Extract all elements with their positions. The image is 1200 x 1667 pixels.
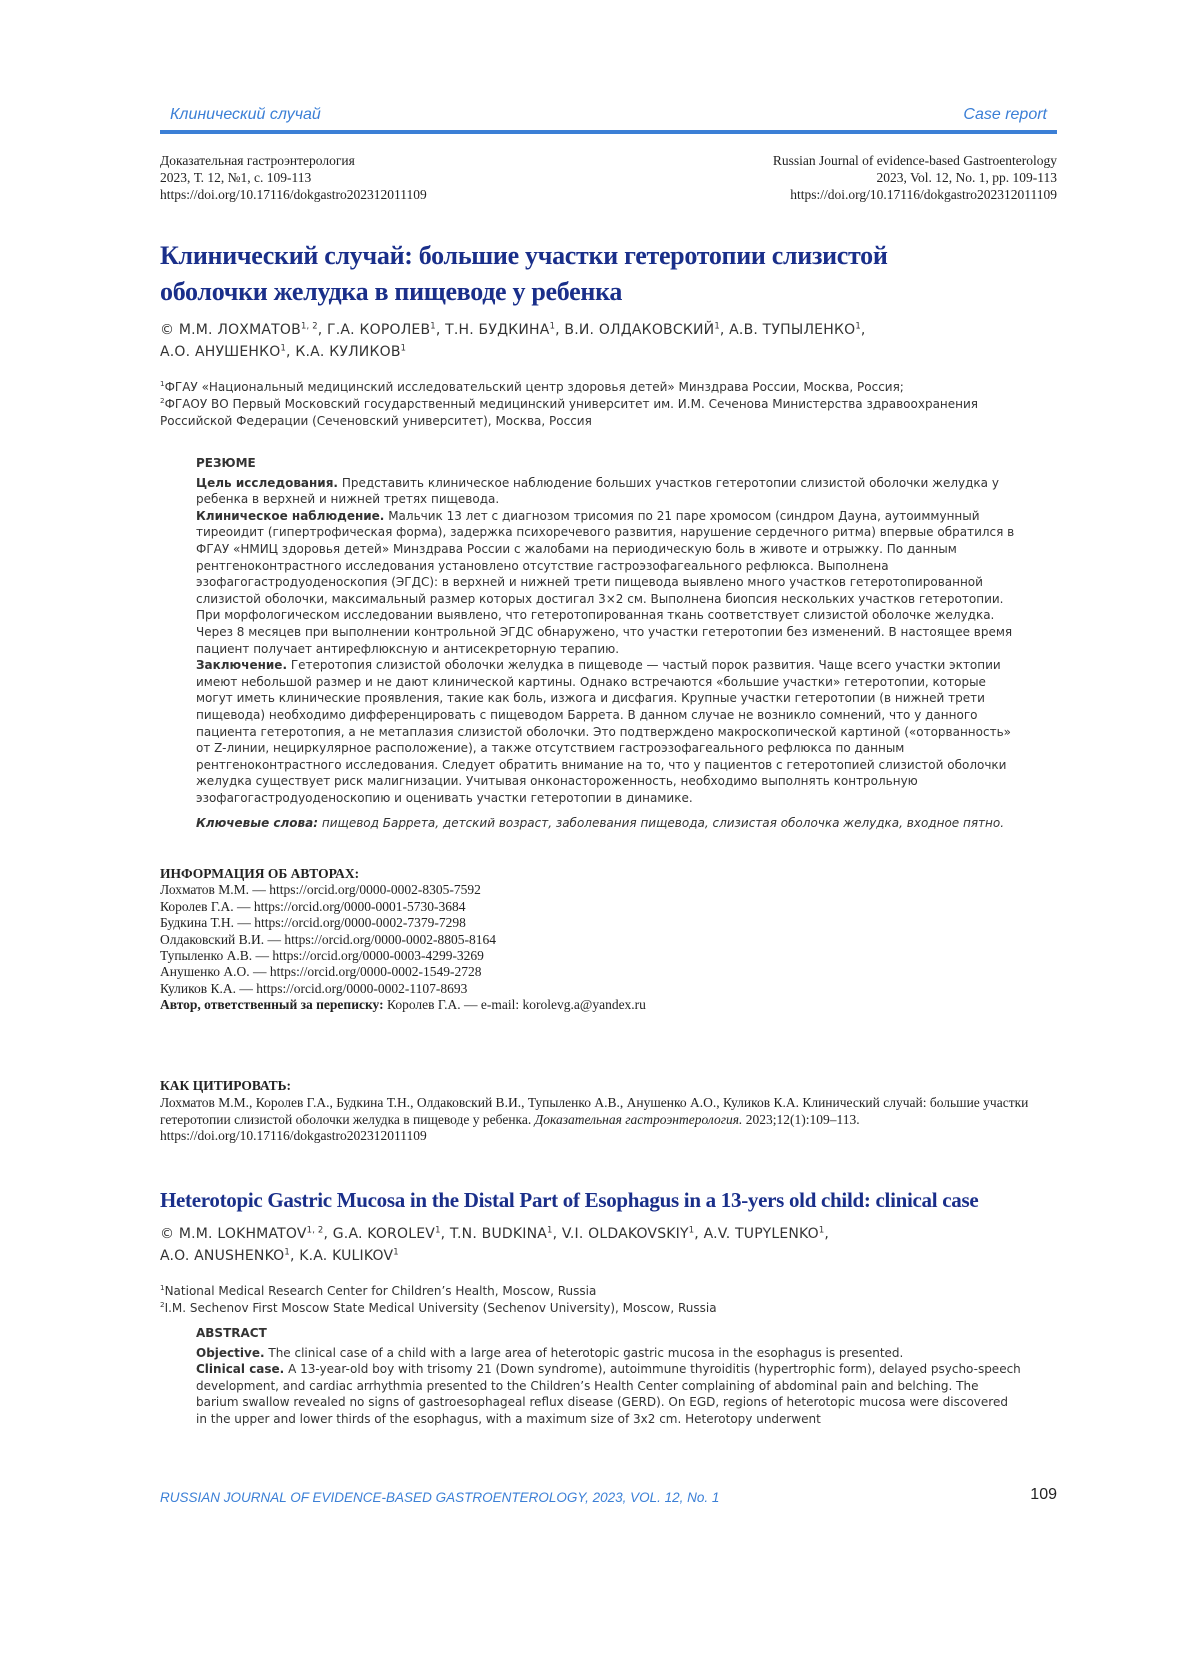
authors-info-heading: ИНФОРМАЦИЯ ОБ АВТОРАХ: xyxy=(160,866,360,881)
section-text: A 13-year-old boy with trisomy 21 (Down syndrome), autoimmune thyroiditis (hypertrophic form), delayed psycho-speech development, and cardiac arrhythmia presented to the Children’s Health Center complaining of abdominal pain and belching. The barium swallow revealed no signs of gastroesophageal reflux disease (GERD). On EGD, regions of heterotopic mucosa were discovered in the upper and lower thirds of the esophagus, with a maximum size of 3x2 cm. Heterotopy underwent xyxy=(196,1362,1021,1426)
abstract-heading: ABSTRACT xyxy=(196,1326,267,1340)
meta-line: 2023, Т. 12, №1, с. 109-113 xyxy=(160,170,312,185)
affiliations-en xyxy=(160,1283,1060,1317)
section-text: Гетеротопия слизистой оболочки желудка в пищеводе — частый порок развития. Чаще всего участки эктопии имеют небольшой размер и не дают клинической картины. Однако встречаются «большие участки» гетеротопии, которые могут иметь клинические проявления, такие как боль, изжога и дисфагия. Крупные участки гетеротопии (в нижней трети пищевода) необходимо дифференцировать с пищеводом Баррета. В данном случае не возникло сомнений, что у данного пациента гетеротопия, а не метаплазия слизистой оболочки. Это подтверждено макроскопической картиной («оторванность» от Z-линии, нециркулярное расположение), а также отсутствием гастроэзофагеального рефлюкса по данным рентгеноконтрастного исследования. Следует обратить внимание на то, что у пациентов с гетеротопией слизистой оболочки желудка существует риск малигнизации. Учитывая онконастороженность, необходимо выполнять контрольную эзофагогастродуоденоскопию и оценивать участки гетеротопии в динамике. xyxy=(196,658,1011,805)
section-label: Заключение. xyxy=(196,658,287,673)
orcid-line[interactable]: Куликов К.А. — https://orcid.org/0000-0002-1107-8693 xyxy=(160,980,468,996)
journal-meta-ru xyxy=(160,152,600,203)
affiliation-line: $^2$ФГАОУ ВО Первый Московский государственный медицинский университет им. И.М. Сеченова Министерства здравоохранения xyxy=(160,396,979,411)
abstract-case xyxy=(196,1361,1022,1427)
article-title-ru xyxy=(160,238,1040,310)
abstract-ru xyxy=(196,455,1022,832)
orcid-line[interactable]: Тупыленко А.В. — https://orcid.org/0000-0003-4299-3269 xyxy=(160,948,484,964)
corresponding-label: Автор, ответственный за переписку: xyxy=(160,997,384,1013)
section-text: Представить клиническое наблюдение больших участков гетеротопии слизистой оболочки желудка у ребенка в верхней и нижней третях пищевода. xyxy=(196,475,999,507)
section-label: Клиническое наблюдение. xyxy=(196,508,385,523)
journal-meta-en xyxy=(617,152,1057,203)
section-label: Клинический случай xyxy=(170,106,321,123)
keywords-label: Ключевые слова: xyxy=(196,816,319,831)
affiliations-ru xyxy=(160,379,1060,430)
meta-line: Доказательная гастроэнтерология xyxy=(160,153,355,168)
abstract-heading: РЕЗЮМЕ xyxy=(196,456,256,470)
keywords xyxy=(196,815,1022,832)
authors-line: А.О. АНУШЕНКО$^1$, К.А. КУЛИКОВ$^1$ xyxy=(160,342,407,360)
authors-line: A.O. ANUSHENKO$^1$, K.A. KULIKOV$^1$ xyxy=(160,1246,399,1264)
orcid-line[interactable]: Анушенко А.О. — https://orcid.org/0000-0002-1549-2728 xyxy=(160,964,482,980)
running-header xyxy=(160,104,1057,134)
abstract-conclusion xyxy=(196,657,1022,806)
citation-heading: КАК ЦИТИРОВАТЬ: xyxy=(160,1078,292,1093)
page-number: 109 xyxy=(1030,1486,1057,1503)
orcid-line[interactable]: Олдаковский В.И. — https://orcid.org/0000-0002-8805-8164 xyxy=(160,931,497,947)
orcid-line[interactable]: Лохматов М.М. — https://orcid.org/0000-0002-8305-7592 xyxy=(160,882,481,898)
title-line: оболочки желудка в пищеводе у ребенка xyxy=(160,277,623,306)
corresponding-author xyxy=(160,997,1040,1013)
keywords-text: пищевод Баррета, детский возраст, заболевания пищевода, слизистая оболочка желудка, входное пятно. xyxy=(321,816,1005,831)
citation-block xyxy=(160,1078,1040,1145)
orcid-line[interactable]: Королев Г.А. — https://orcid.org/0000-0001-5730-3684 xyxy=(160,898,466,914)
section-text: Мальчик 13 лет с диагнозом трисомия по 21 паре хромосом (синдром Дауна, аутоиммунный тиреоидит (гипертрофическая форма), задержка психоречевого развития, нарушение сердечного ритма) впервые обратился в ФГАУ «НМИЦ здоровья детей» Минздрава России с жалобами на периодическую боль в животе и отрыжку. По данным рентгеноконтрастного исследования установлено отсутствие гастроэзофагеального рефлюкса. Выполнена эзофагогастродуоденоскопия (ЭГДС): в верхней и нижней трети пищевода выявлено много участков гетеротопированной слизистой оболочки, максимальный размер которых достигал 3×2 см. Выполнена биопсия нескольких участков гетеротопии. При морфологическом исследовании выявлено, что гетеротопированная ткань соответствует слизистой оболочке желудка. Через 8 месяцев при выполнении контрольной ЭГДС обнаружено, что участки гетеротопии без изменений. В настоящее время пациент получает антирефлюксную и антисекреторную терапию. xyxy=(196,508,1015,656)
meta-doi[interactable]: https://doi.org/10.17116/dokgastro202312011109 xyxy=(790,187,1057,202)
section-text: The clinical case of a child with a large area of heterotopic gastric mucosa in the esophagus is presented. xyxy=(268,1345,904,1360)
section-label: Clinical case. xyxy=(196,1362,285,1377)
title-line: Клинический случай: большие участки гетеротопии слизистой xyxy=(160,241,888,270)
meta-line: Russian Journal of evidence-based Gastroenterology xyxy=(772,153,1057,168)
section-label: Цель исследования. xyxy=(196,475,338,490)
citation-journal: Доказательная гастроэнтерология. xyxy=(534,1111,743,1127)
orcid-line[interactable]: Будкина Т.Н. — https://orcid.org/0000-0002-7379-7298 xyxy=(160,915,466,931)
affiliation-line: $^1$ФГАУ «Национальный медицинский исследовательский центр здоровья детей» Минздрава России, Москва, Россия; xyxy=(160,379,904,394)
section-label: Objective. xyxy=(196,1345,265,1360)
meta-line: 2023, Vol. 12, No. 1, pp. 109-113 xyxy=(876,170,1057,185)
authors-en xyxy=(160,1223,1040,1267)
abstract-case xyxy=(196,508,1022,657)
abstract-objective xyxy=(196,475,1022,508)
authors-line: © М.М. ЛОХМАТОВ$^{1, 2}$, Г.А. КОРОЛЕВ$^1$, Т.Н. БУДКИНА$^1$, В.И. ОЛДАКОВСКИЙ$^1$, А.В. ТУПЫЛЕНКО$^1$, xyxy=(160,320,866,338)
abstract-objective xyxy=(196,1345,1022,1362)
abstract-en xyxy=(196,1325,1022,1428)
authors-info xyxy=(160,866,1040,1014)
authors-line: © M.M. LOKHMATOV$^{1, 2}$, G.A. KOROLEV$^1$, T.N. BUDKINA$^1$, V.I. OLDAKOVSKIY$^1$, A.V. TUPYLENKO$^1$, xyxy=(160,1224,830,1242)
affiliation-line: $^2$I.M. Sechenov First Moscow State Medical University (Sechenov University), Moscow, Russia xyxy=(160,1300,717,1315)
citation-text xyxy=(160,1095,1040,1145)
corresponding-contact[interactable]: Королев Г.А. — e-mail: korolevg.a@yandex.ru xyxy=(387,997,646,1013)
affiliation-line: $^1$National Medical Research Center for Children’s Health, Moscow, Russia xyxy=(160,1283,597,1298)
section-label-en: Case report xyxy=(963,106,1047,123)
meta-doi[interactable]: https://doi.org/10.17116/dokgastro202312011109 xyxy=(160,187,427,202)
article-title-en: Heterotopic Gastric Mucosa in the Distal Part of Esophagus in a 13-yers old child: clinical case xyxy=(160,1188,979,1212)
affiliation-line: Российской Федерации (Сеченовский университет), Москва, Россия xyxy=(160,414,592,428)
citation-doi[interactable]: 2023;12(1):109–113. https://doi.org/10.17116/dokgastro202312011109 xyxy=(160,1111,860,1144)
authors-ru xyxy=(160,319,1040,363)
citation-authors: Лохматов М.М., Королев Г.А., Будкина Т.Н., Олдаковский В.И., Тупыленко А.В., Анушенко А.О., Куликов К.А. Клинический случай: большие участки гетеротопии слизистой оболочки желудка в пищеводе у ребенка. xyxy=(160,1094,1029,1127)
footer-journal: RUSSIAN JOURNAL OF EVIDENCE-BASED GASTROENTEROLOGY, 2023, VOL. 12, No. 1 xyxy=(160,1490,720,1505)
